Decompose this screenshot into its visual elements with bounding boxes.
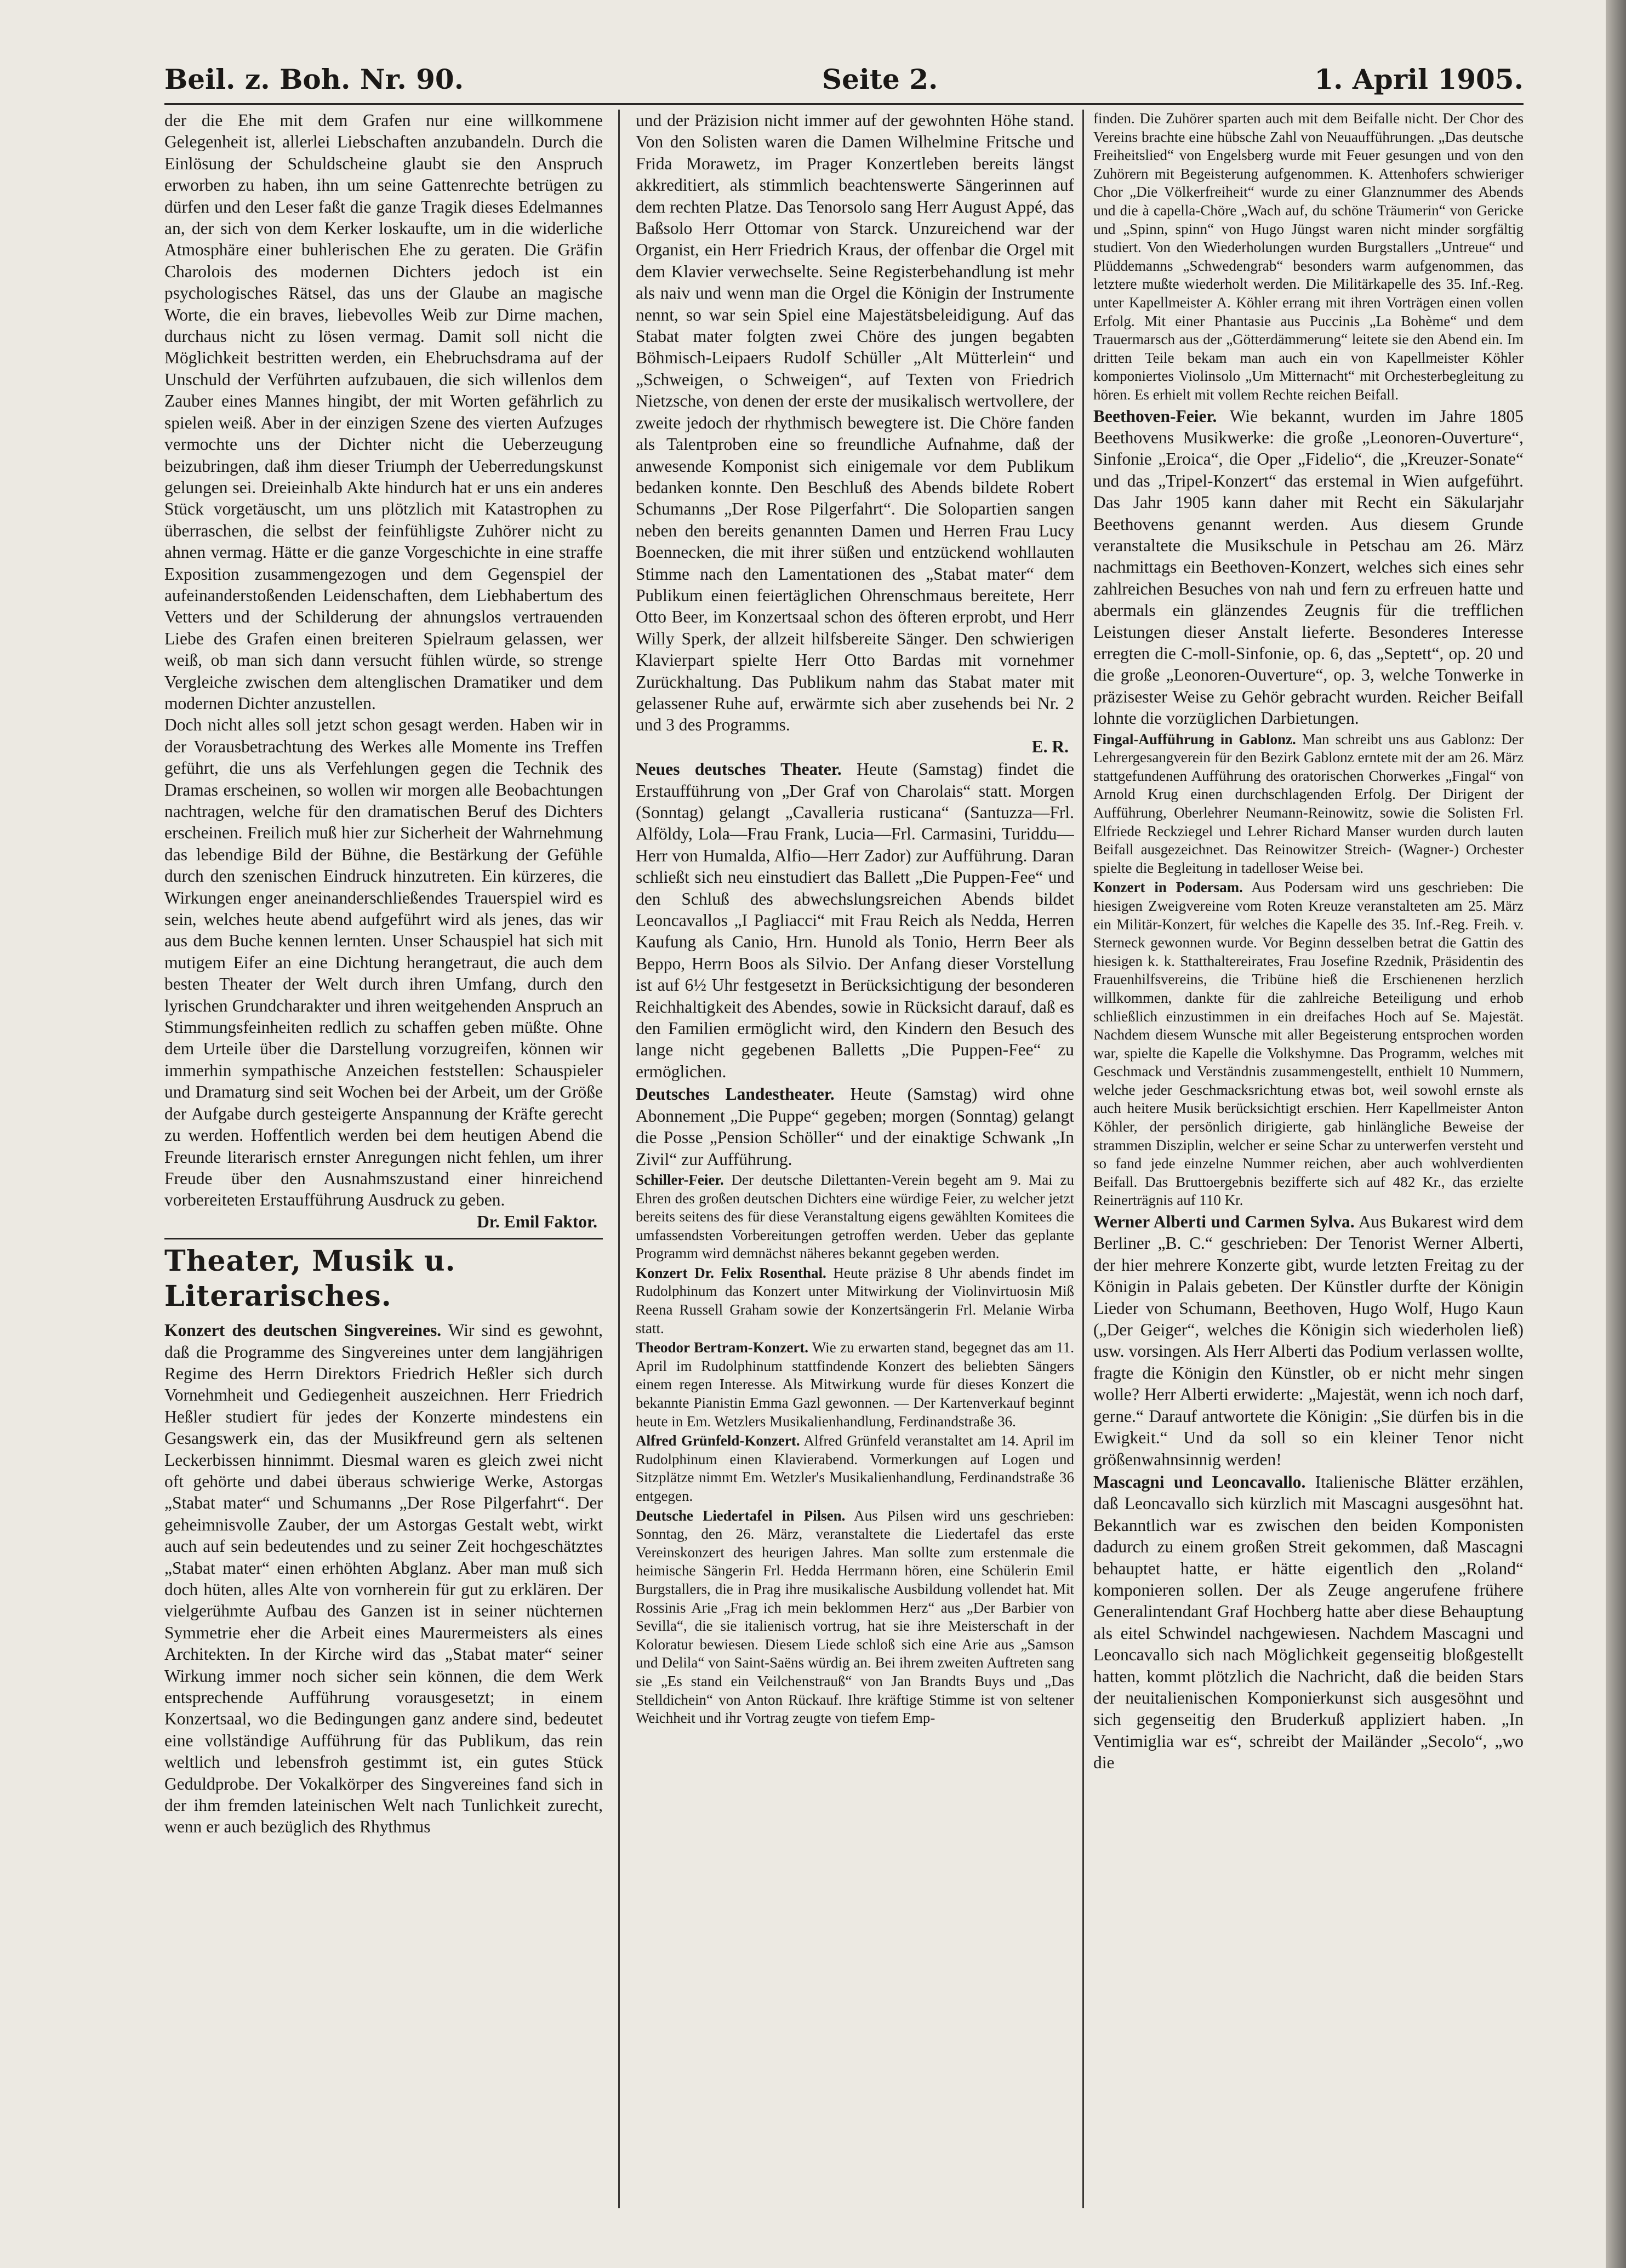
header-issue: Beil. z. Boh. Nr. 90. (164, 63, 464, 95)
header-page-number: Seite 2. (822, 63, 938, 95)
article-heading: Mascagni und Leoncavallo. (1093, 1472, 1306, 1492)
article-beethoven-feier (1093, 405, 1524, 729)
article-heading: Deutsche Liedertafel in Pilsen. (636, 1507, 846, 1524)
author-signature: Dr. Emil Faktor. (477, 1212, 597, 1231)
header-date: 1. April 1905. (1314, 63, 1524, 95)
column-divider (618, 110, 620, 2208)
article-text: Man schreibt uns aus Gablonz: Der Lehrergesangverein für den Bezirk Gablonz erntete mit der am 26. März stattgefundenen Aufführung des oratorischen Chorwerkes „Fingal“ von Arnold Krug einen durchschlagenden Erfolg. Der Dirigent der Aufführung, Oberlehrer Neumann-Reinowitz, sowie die Solisten Frl. Elfriede Reckziegel und Lehrer Richard Manser wurden durch lauten Beifall ausgezeichnet. Das Reinowitzer Streich- (Wagner-) Orchester spielte die Begleitung in tadelloser Weise bei. (1093, 730, 1524, 876)
article-text: Wie bekannt, wurden im Jahre 1805 Beethovens Musikwerke: die große „Leonoren-Ouverture“, Sinfonie „Eroica“, die Oper „Fidelio“, die „Kreuzer-Sonate“ und das „Tripel-Konzert“ das erstemal in Wien aufgeführt. Das Jahr 1905 kann daher mit Recht ein Säkularjahr Beethovens genannt werden. Aus diesem Grunde veranstaltete die Musikschule in Petschau am 26. März nachmittags ein Beethoven-Konzert, welches sich eines sehr zahlreichen Besuches von nah und fern zu erfreuen hatte und abermals ein glänzendes Zeugnis für die trefflichen Leistungen dieser Anstalt lieferte. Besonderes Interesse erregten die C-moll-Sinfonie, op. 6, das „Septett“, op. 20 und die große „Leonoren-Ouverture“, op. 3, welche Tonwerke in präzisester Weise zu Gehör gebracht wurden. Reicher Beifall lohnte die vorzüglichen Darbietungen. (1093, 406, 1524, 728)
article-heading: Theodor Bertram-Konzert. (636, 1339, 809, 1356)
article-text: Doch nicht alles soll jetzt schon gesagt werden. Haben wir in der Vorausbetrachtung des Werkes alle Momente ins Treffen geführt, die uns als Verfehlungen gegen die Technik des Dramas erscheinen, so wollen wir morgen alle Beobachtungen nachtragen, welche für den dramatischen Beruf des Dichters erscheinen. Freilich muß hier zur Sicherheit der Wahrnehmung das lebendige Bild der Bühne, die Bestärkung der Gefühle durch den szenischen Eindruck hinzutreten. Ein kürzeres, die Wirkungen enger aneinanderschließendes Trauerspiel wird es sein, welches heute abend aufgeführt wird als jenes, das wir aus dem Buche kennen lernten. Unser Schauspiel hat sich mit mutigem Eifer an eine Dichtung herangetraut, die auch dem besten Theater der Welt durch ihren Umfang, durch den lyrischen Grundcharakter und ihren weitgehenden Anspruch an Stimmungsfeinheiten redlich zu schaffen geben müßte. Ohne dem Urteile über die Darstellung vorzugreifen, können wir immerhin sympathische Anzeichen feststellen: Schauspieler und Dramaturg sind seit Wochen bei der Arbeit, um der Größe der Aufgabe durch gesteigerte Anspannung der Kräfte gerecht zu werden. Hoffentlich werden bei dem heutigen Abend die Freunde literarisch ernster Anregungen nicht fehlen, um ihrer Freude über den Ausnahmszustand einer hinreichend vorbereiteten Erstaufführung Ausdruck zu geben. (164, 715, 603, 1210)
article-neues-theater (636, 758, 1074, 1082)
article-heading: Konzert in Podersam. (1093, 879, 1243, 896)
article-heading: Beethoven-Feier. (1093, 406, 1217, 426)
article-heading: Deutsches Landestheater. (636, 1084, 835, 1104)
article-bertram (636, 1339, 1074, 1431)
article-konzert-podersam (1093, 878, 1524, 1210)
article-text: Italienische Blätter erzählen, daß Leoncavallo sich kürzlich mit Mascagni ausgesöhnt hat. Bekanntlich war es zwischen den beiden Komponisten dadurch zu einem großen Streit gekommen, daß Mascagni behauptet hatte, er hätte eigentlich den „Roland“ komponieren sollen. Der als Zeuge angerufene frühere Generalintendant Graf Hochberg hatte aber diese Behauptung als eitel Schwindel nachgewiesen. Nachdem Mascagni und Leoncavallo sich nach Möglichkeit gegenseitig bloßgestellt hatten, kommt plötzlich die Nachricht, daß die beiden Stars der neuitalienischen Komponierkunst sich ausgesöhnt und sich gegenseitig den Bruderkuß appliziert haben. „In Ventimiglia war es“, schreibt der Mailänder „Secolo“, „wo die (1093, 1472, 1524, 1773)
article-text: Aus Bukarest wird dem Berliner „B. C.“ geschrieben: Der Tenorist Werner Alberti, der hier mehrere Konzerte gibt, wurde letzten Freitag zu der Königin in Palais gebeten. Der Künstler durfte der Königin Lieder von Schumann, Beethoven, Hugo Wolf, Hugo Kaun („Der Geiger“, welches die Königin sich wiederholen ließ) usw. vorsingen. Als Herr Alberti das Podium verlassen wollte, fragte die Königin den Künstler, ob er nicht mehr singen wolle? Herr Alberti erwiderte: „Majestät, wenn ich noch darf, gerne.“ Darauf antwortete die Königin: „Sie dürfen bis in die Ewigkeit.“ Und da soll so ein kleiner Tenor nicht größenwahnsinnig werden! (1093, 1212, 1524, 1469)
article-heading: Neues deutsches Theater. (636, 759, 842, 779)
article-landestheater (636, 1083, 1074, 1170)
article-text: und der Präzision nicht immer auf der gewohnten Höhe stand. Von den Solisten waren die Damen Wilhelmine Fritsche und Frida Morawetz, im Prager Konzertleben bereits längst akkreditiert, als stimmlich beachtenswerte Sängerinnen auf dem rechten Platze. Das Tenorsolo sang Herr August Appé, das Baßsolo Herr Ottomar von Starck. Unzureichend war der Organist, ein Herr Friedrich Kraus, der offenbar die Orgel mit dem Klavier verwechselte. Seine Registerbehandlung ist mehr als naiv und wenn man die Orgel die Königin der Instrumente nennt, so war sein Spiel eine Majestätsbeleidigung. Auf das Stabat mater folgten zwei Chöre des jungen begabten Böhmisch-Leipaers Rudolf Schüller „Alt Mütterlein“ und „Schweigen, o Schweigen“, auf Texten von Friedrich Nietzsche, von denen der erste der musikalisch wertvollere, der zweite jedoch der rhythmisch bewegtere ist. Die Chöre fanden als Talentproben eine so freundliche Aufnahme, daß der anwesende Komponist sich einigemale vor dem Publikum bedanken konnte. Den Beschluß des Abends bildete Robert Schumanns „Der Rose Pilgerfahrt“. Die Solopartien sangen neben den bereits genannten Damen und Herren Frau Lucy Boennecken, die mit ihrer süßen und entzückend wohllauten Stimme nach den Lamentationen des „Stabat mater“ dem Publikum einen feiertäglichen Ohrenschmaus bereitete, Herr Otto Beer, im Konzertsaal schon des öfteren erprobt, und Herr Willy Sperk, der allzeit hilfsbereite Sänger. Den schwierigen Klavierpart spielte Herr Otto Bardas mit vornehmer Zurückhaltung. Das Publikum nahm das Stabat mater mit gelassener Ruhe auf, erwärmte sich aber zusehends bei Nr. 2 und 3 des Programms. (636, 111, 1074, 735)
article-heading: Konzert des deutschen Singvereines. (164, 1321, 442, 1340)
article-text: Heute (Samstag) findet die Erstaufführung von „Der Graf von Charolais“ statt. Morgen (Sonntag) gelangt „Cavalleria rusticana“ (Santuzza—Frl. Alföldy, Lola—Frau Frank, Lucia—Frl. Carmasini, Turiddu—Herr von Humalda, Alfio—Herr Zador) zur Aufführung. Daran schließt sich neu einstudiert das Ballett „Die Puppen-Fee“ und den Schluß des abwechslungsreichen Abends bildet Leoncavallos „I Pagliacci“ mit Frau Reich als Nedda, Herren Kaufung als Canio, Hrn. Hunold als Tonio, Herrn Beer als Beppo, Herrn Boos als Silvio. Der Anfang dieser Vorstellung ist auf 6½ Uhr festgesetzt in Berücksichtigung der besonderen Reichhaltigkeit des Abendes, sowie in Rücksicht darauf, daß es den Familien ermöglicht wird, den Kindern den Besuch des lange nicht gegebenen Balletts „Die Puppen-Fee“ zu ermöglichen. (636, 759, 1074, 1081)
article-text: finden. Die Zuhörer sparten auch mit dem Beifalle nicht. Der Chor des Vereins brachte eine hübsche Zahl von Neuaufführungen. „Das deutsche Freiheitslied“ von Engelsberg wurde mit Feuer gesungen und von den Zuhörern mit Begeisterung aufgenommen. K. Attenhofers schwieriger Chor „Die Völkerfreiheit“ wurde zu einer Glanznummer des Abends und die à capella-Chöre „Wach auf, du schöne Träumerin“ von Gericke und „Spinn, spinn“ von Hugo Jüngst waren nicht minder sorgfältig studiert. Von den Wiederholungen wurden Burgstallers „Untreue“ und Plüddemanns „Schwedengrab“ besonders warm aufgenommen, das letztere mußte wiederholt werden. Die Militärkapelle des 35. Inf.-Reg. unter Kapellmeister A. Köhler errang mit ihren Vorträgen einen vollen Erfolg. Mit einer Phantasie aus Puccinis „La Bohème“ und dem Trauermarsch aus der „Götterdämmerung“ leitete sie den Abend ein. Im dritten Teile bekam man auch ein von Kapellmeister Köhler komponiertes Violinsolo „Um Mitternacht“ mit Orchesterbegleitung zu hören. Es erhielt mit vollem Rechte reichen Beifall. (1093, 110, 1524, 403)
article-heading: Alfred Grünfeld-Konzert. (636, 1432, 800, 1449)
article-concert-singverein (164, 1319, 603, 1838)
page-edge-shadow (1606, 0, 1626, 2268)
article-gruenfeld (636, 1432, 1074, 1505)
page-header (164, 63, 1524, 101)
column-3 (1093, 110, 1524, 2214)
section-divider (164, 1238, 603, 1239)
column-1 (164, 110, 603, 2214)
article-text: Der deutsche Dilettanten-Verein begeht am 9. Mai zu Ehren des großen deutschen Dichters eine würdige Feier, zu welcher jetzt bereits seitens des für diese Veranstaltung eigens gewählten Komitees die umfassendsten Vorbereitungen getroffen werden. Ueber das geplante Programm wird demnächst näheres bekannt gegeben werden. (636, 1171, 1074, 1262)
header-rule (164, 103, 1524, 105)
article-liedertafel-pilsen (636, 1507, 1074, 1728)
article-schiller-feier (636, 1171, 1074, 1263)
article-text: der die Ehe mit dem Grafen nur eine willkommene Gelegenheit ist, allerlei Liebschaften anzubandeln. Durch die Einlösung der Schuldscheine glaubt sie den Anspruch erworben zu haben, ihn um seine Gattenrechte betrügen zu dürfen und den Leser faßt die ganze Tragik dieses Edelmannes an, der sich von dem Kerker loskaufte, um in die widerliche Atmosphäre einer buhlerischen Ehe zu geraten. Die Gräfin Charolois des modernen Dichters jedoch ist ein psychologisches Rätsel, das uns der Glaube an magische Worte, die ein braves, liebevolles Weib zur Dirne machen, durchaus nicht zu lösen vermag. Damit soll nicht die Möglichkeit bestritten werden, ein Ehebruchsdrama auf der Unschuld der Verführten aufzubauen, die sich willenlos dem Zauber eines Mannes hingibt, der mit Worten gefährlich zu spielen weiß. Aber in der einzigen Szene des vierten Aufzuges vermochte uns der Dichter nicht die Ueberzeugung beizubringen, daß ihm dieser Triumph der Ueberredungskunst gelungen sei. Dreieinhalb Akte hindurch hat er uns ein anderes Stück vorgetäuscht, um uns plötzlich mit Katastrophen zu überraschen, die selbst der feinfühligste Zuhörer nicht zu ahnen vermag. Hätte er die ganze Vorgeschichte in eine straffe Exposition zusammengezogen und dem Gegenspiel der aufeinanderstoßenden Leidenschaften, dem Liebhabertum des Vetters und der Schilderung der ahnungslos vertrauenden Liebe des Grafen einen breiteren Spielraum gelassen, wer weiß, ob man sich dann versucht fühlen würde, so strenge Vergleiche zwischen dem altenglischen Dramatiker und dem modernen Dichter anzustellen. (164, 111, 603, 713)
column-divider (1082, 110, 1084, 2208)
column-2 (636, 110, 1074, 2214)
article-text: Wir sind es gewohnt, daß die Programme des Singvereines unter dem langjährigen Regime des Herrn Direktors Friedrich Heßler sich durch Vornehmheit und Gediegenheit auszeichnen. Herr Friedrich Heßler studiert für jedes der Konzerte mindestens ein Gesangswerk ein, das der Musikfreund gern als seltenen Leckerbissen hinnimmt. Diesmal waren es gleich zwei nicht oft gehörte und dabei überaus schwierige Werke, Astorgas „Stabat mater“ und Schumanns „Der Rose Pilgerfahrt“. Der geheimnisvolle Zauber, der um Astorgas Gestalt webt, wirkt auch auf sein bedeutendes und zu seiner Zeit hochgeschätztes „Stabat mater“ einen erhöhten Abglanz. Aber man muß sich doch hüten, alles Alte von vornherein für gut zu erklären. Der vielgerühmte Aufbau des Ganzen ist in seiner nüchternen Symmetrie eher die Arbeit eines Maurermeisters als eines Architekten. In der Kirche wird das „Stabat mater“ seiner Wirkung immer noch sicher sein können, die dem Werk entsprechende Aufführung vorausgesetzt; in einem Konzertsaal, wo die Bedingungen ganz andere sind, bedeutet eine vollständige Aufführung für das Publikum, das rein weltlich und lebensfroh gestimmt ist, ein gutes Stück Geduldprobe. Der Vokalkörper des Singvereines fand sich in der ihm fremden lateinischen Welt nach Tunlichkeit zurecht, wenn er auch bezüglich des Rhythmus (164, 1321, 603, 1837)
article-text: Heute (Samstag) wird ohne Abonnement „Die Puppe“ gegeben; morgen (Sonntag) gelangt die Posse „Pension Schöller“ und der einaktige Schwank „In Zivil“ zur Aufführung. (636, 1084, 1074, 1169)
article-heading: Schiller-Feier. (636, 1171, 724, 1188)
article-rosenthal (636, 1264, 1074, 1338)
article-fingal-gablonz (1093, 730, 1524, 878)
article-text: Heute präzise 8 Uhr abends findet im Rudolphinum das Konzert unter Mitwirkung der Violinvirtuosin Miß Reena Russell Graham sowie der Konzertsängerin Frl. Melanie Wirba statt. (636, 1264, 1074, 1336)
article-mascagni-leoncavallo (1093, 1471, 1524, 1774)
section-title: Theater, Musik u. Literarisches. (164, 1244, 456, 1313)
article-heading: Fingal-Aufführung in Gablonz. (1093, 730, 1296, 747)
article-text: Aus Podersam wird uns geschrieben: Die hiesigen Zweigvereine vom Roten Kreuze veranstalteten am 25. März ein Militär-Konzert, für welches die Kapelle des 35. Inf.-Reg. Freih. v. Sterneck gewonnen wurde. Vor Beginn desselben betrat die Gattin des hiesigen k. k. Statthaltereirates, Frau Josefine Rzednik, Präsidentin des Frauenhilfsvereins, die Tribüne hieß die Erschienenen herzlich willkommen, dankte für die zahlreiche Beteiligung und erhob schließlich einzustimmen in ein dreifaches Hoch auf Se. Majestät. Nachdem diesem Wunsche mit aller Begeisterung entsprochen worden war, spielte die Kapelle die Volkshymne. Das Programm, welches mit Geschmack und Verständnis zusammengestellt, enthielt 10 Nummern, welche jeder Geschmacksrichtung etwas bot, weil sowohl ernste als auch heitere Musik berücksichtigt erschien. Herr Kapellmeister Anton Köhler, der persönlich dirigierte, gab hinlängliche Beweise der strammen Disziplin, welcher er seine Schar zu unterwerfen versteht und so fand jede einzelne Nummer reichen, aber auch wohlverdienten Beifall. Das Bruttoergebnis bezifferte sich auf 482 Kr., das erzielte Reinerträgnis auf 110 Kr. (1093, 879, 1524, 1209)
article-text: Aus Pilsen wird uns geschrieben: Sonntag, den 26. März, veranstaltete die Liedertafel das erste Vereinskonzert des heurigen Jahres. Man sollte zum erstenmale die heimische Sängerin Frl. Hedda Herrmann hören, eine Schülerin Emil Burgstallers, die in Prag ihre musikalische Ausbildung vollendet hat. Mit Rossinis Arie „Frag ich mein beklommen Herz“ aus „Der Barbier von Sevilla“, die sie italienisch vortrug, hat sie ihre Meisterschaft in der Koloratur bewiesen. Diesem Liede schloß sich eine Arie aus „Samson und Delila“ von Saint-Saëns würdig an. Bei ihrem zweiten Auftreten sang sie „Es stand ein Veilchenstrauß“ von Jan Brandts Buys und „Das Stelldichein“ von Anton Rückauf. Ihre kräftige Stimme ist von seltener Weichheit und ihr Vortrag zeugte von tiefem Emp- (636, 1507, 1074, 1727)
article-text: Wie zu erwarten stand, begegnet das am 11. April im Rudolphinum stattfindende Konzert des beliebten Sängers einem regen Interesse. Als Mitwirkung wurde für dieses Konzert die bekannte Pianistin Emma Gazl gewonnen. — Der Kartenverkauf beginnt heute in Em. Wetzlers Musikalienhandlung, Ferdinandstraße 36. (636, 1339, 1074, 1430)
article-heading: Werner Alberti und Carmen Sylva. (1093, 1212, 1355, 1232)
article-heading: Konzert Dr. Felix Rosenthal. (636, 1264, 826, 1281)
article-alberti-sylva (1093, 1211, 1524, 1470)
article-text: Alfred Grünfeld veranstaltet am 14. April im Rudolphinum einen Klavierabend. Vormerkungen auf Logen und Sitzplätze nimmt Em. Wetzler's Musikalienhandlung, Ferdinandstraße 36 entgegen. (636, 1432, 1074, 1504)
author-initials: E. R. (1031, 736, 1069, 756)
